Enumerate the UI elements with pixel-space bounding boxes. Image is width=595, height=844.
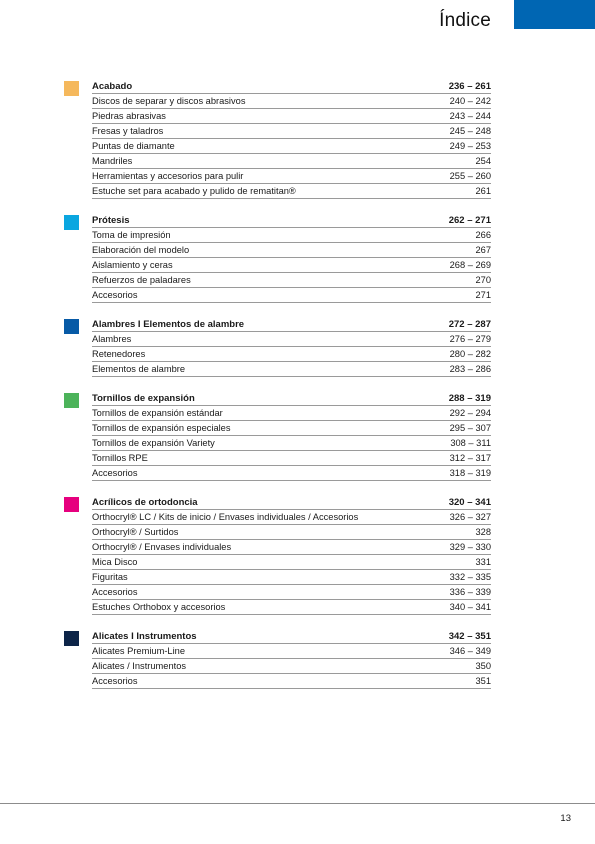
section-page-range: 236 – 261 (448, 81, 491, 92)
toc-entry-pages: 255 – 260 (449, 171, 491, 181)
toc-entry-label: Retenedores (92, 349, 146, 359)
toc-entry-row[interactable] (92, 363, 491, 377)
toc-entry-pages: 312 – 317 (449, 453, 491, 463)
toc-entry-row[interactable] (92, 333, 491, 347)
toc-entry-label: Orthocryl® / Envases individuales (92, 542, 232, 552)
toc-entry-row[interactable] (92, 571, 491, 585)
toc-entry-pages: 318 – 319 (449, 468, 491, 478)
toc-entry-row[interactable] (92, 422, 491, 436)
toc-entry-label: Alambres (92, 334, 132, 344)
toc-section (64, 214, 491, 303)
section-color-swatch (64, 215, 79, 230)
toc-entry-pages: 336 – 339 (449, 587, 491, 597)
section-heading-row[interactable] (92, 496, 491, 510)
toc-entry-row[interactable] (92, 140, 491, 154)
section-color-swatch (64, 497, 79, 512)
toc-entry-pages: 266 (475, 230, 491, 240)
toc-entry-label: Elementos de alambre (92, 364, 186, 374)
toc-entry-pages: 270 (475, 275, 491, 285)
toc-entry-row[interactable] (92, 289, 491, 303)
toc-entry-row[interactable] (92, 229, 491, 243)
toc-entry-label: Accesorios (92, 587, 138, 597)
toc-entry-label: Mandriles (92, 156, 133, 166)
section-title: Acrílicos de ortodoncia (92, 497, 198, 508)
section-page-range: 262 – 271 (448, 215, 491, 226)
toc-entry-pages: 331 (475, 557, 491, 567)
toc-section (64, 630, 491, 689)
toc-entry-pages: 280 – 282 (449, 349, 491, 359)
toc-section (64, 318, 491, 377)
toc-entry-pages: 240 – 242 (449, 96, 491, 106)
section-heading-row[interactable] (92, 80, 491, 94)
toc-entry-row[interactable] (92, 660, 491, 674)
toc-entry-label: Mica Disco (92, 557, 138, 567)
toc-entry-label: Tornillos de expansión estándar (92, 408, 223, 418)
toc-entry-label: Accesorios (92, 290, 138, 300)
toc-entry-row[interactable] (92, 556, 491, 570)
toc-entry-row[interactable] (92, 95, 491, 109)
toc-entry-row[interactable] (92, 259, 491, 273)
section-title: Prótesis (92, 215, 130, 226)
toc-entry-row[interactable] (92, 110, 491, 124)
toc-entry-pages: 340 – 341 (449, 602, 491, 612)
toc-entry-pages: 350 (475, 661, 491, 671)
section-title: Alicates I Instrumentos (92, 631, 197, 642)
toc-entry-label: Alicates Premium-Line (92, 646, 186, 656)
toc-entry-pages: 295 – 307 (449, 423, 491, 433)
toc-entry-label: Tornillos de expansión especiales (92, 423, 231, 433)
toc-entry-pages: 245 – 248 (449, 126, 491, 136)
section-title: Alambres I Elementos de alambre (92, 319, 245, 330)
toc-entry-row[interactable] (92, 601, 491, 615)
toc-entry-row[interactable] (92, 185, 491, 199)
toc-entry-row[interactable] (92, 675, 491, 689)
toc-entry-label: Fresas y taladros (92, 126, 164, 136)
toc-entry-pages: 261 (475, 186, 491, 196)
toc-entry-pages: 329 – 330 (449, 542, 491, 552)
toc-entry-label: Accesorios (92, 468, 138, 478)
toc-entry-label: Elaboración del modelo (92, 245, 190, 255)
toc-entry-label: Accesorios (92, 676, 138, 686)
toc-entry-pages: 346 – 349 (449, 646, 491, 656)
toc-entry-pages: 268 – 269 (449, 260, 491, 270)
section-page-range: 288 – 319 (448, 393, 491, 404)
section-heading-row[interactable] (92, 630, 491, 644)
section-heading-row[interactable] (92, 214, 491, 228)
toc-entry-row[interactable] (92, 274, 491, 288)
toc-entry-label: Refuerzos de paladares (92, 275, 191, 285)
section-color-swatch (64, 631, 79, 646)
section-title: Tornillos de expansión (92, 393, 195, 404)
toc-entry-pages: 292 – 294 (449, 408, 491, 418)
toc-entry-label: Tornillos RPE (92, 453, 148, 463)
page-number: 13 (560, 813, 571, 824)
section-color-swatch (64, 319, 79, 334)
toc-entry-row[interactable] (92, 526, 491, 540)
toc-entry-row[interactable] (92, 125, 491, 139)
section-page-range: 342 – 351 (448, 631, 491, 642)
toc-entry-pages: 332 – 335 (449, 572, 491, 582)
toc-entry-row[interactable] (92, 511, 491, 525)
toc-entry-pages: 283 – 286 (449, 364, 491, 374)
toc-entry-label: Tornillos de expansión Variety (92, 438, 215, 448)
toc-entry-label: Orthocryl® LC / Kits de inicio / Envases individuales / Accesorios (92, 512, 359, 522)
section-heading-row[interactable] (92, 318, 491, 332)
toc-entry-label: Herramientas y accesorios para pulir (92, 171, 244, 181)
toc-entry-label: Alicates / Instrumentos (92, 661, 187, 671)
toc-entry-label: Discos de separar y discos abrasivos (92, 96, 246, 106)
section-heading-row[interactable] (92, 392, 491, 406)
page-title: Índice (439, 10, 491, 31)
toc-entry-pages: 243 – 244 (449, 111, 491, 121)
corner-color-tab (514, 0, 595, 29)
toc-entry-pages: 271 (475, 290, 491, 300)
toc-entry-row[interactable] (92, 348, 491, 362)
toc-entry-label: Toma de impresión (92, 230, 171, 240)
section-color-swatch (64, 81, 79, 96)
toc-entry-pages: 308 – 311 (450, 438, 491, 448)
toc-entry-row[interactable] (92, 467, 491, 481)
toc-entry-row[interactable] (92, 645, 491, 659)
toc-section (64, 80, 491, 199)
toc-entry-row[interactable] (92, 586, 491, 600)
toc-entry-label: Figuritas (92, 572, 128, 582)
toc-entry-pages: 326 – 327 (449, 512, 491, 522)
toc-entry-pages: 276 – 279 (449, 334, 491, 344)
section-title: Acabado (92, 81, 133, 92)
footer-divider (0, 803, 595, 804)
toc-entry-pages: 254 (475, 156, 491, 166)
section-page-range: 272 – 287 (448, 319, 491, 330)
toc-entry-row[interactable] (92, 541, 491, 555)
toc-section (64, 392, 491, 481)
toc-entry-row[interactable] (92, 244, 491, 258)
toc-section (64, 496, 491, 615)
toc-entry-row[interactable] (92, 155, 491, 169)
section-page-range: 320 – 341 (448, 497, 491, 508)
toc-entry-row[interactable] (92, 437, 491, 451)
toc-entry-pages: 249 – 253 (449, 141, 491, 151)
toc-entry-label: Estuches Orthobox y accesorios (92, 602, 226, 612)
toc-entry-label: Orthocryl® / Surtidos (92, 527, 179, 537)
toc-entry-label: Estuche set para acabado y pulido de rematitan® (92, 186, 296, 196)
toc-entry-label: Aislamiento y ceras (92, 260, 173, 270)
toc-entry-label: Piedras abrasivas (92, 111, 166, 121)
toc-entry-label: Puntas de diamante (92, 141, 175, 151)
toc-entry-pages: 351 (475, 676, 491, 686)
toc-entry-row[interactable] (92, 170, 491, 184)
toc-entry-pages: 328 (475, 527, 491, 537)
section-color-swatch (64, 393, 79, 408)
table-of-contents (64, 80, 491, 704)
toc-entry-pages: 267 (475, 245, 491, 255)
toc-entry-row[interactable] (92, 452, 491, 466)
toc-entry-row[interactable] (92, 407, 491, 421)
